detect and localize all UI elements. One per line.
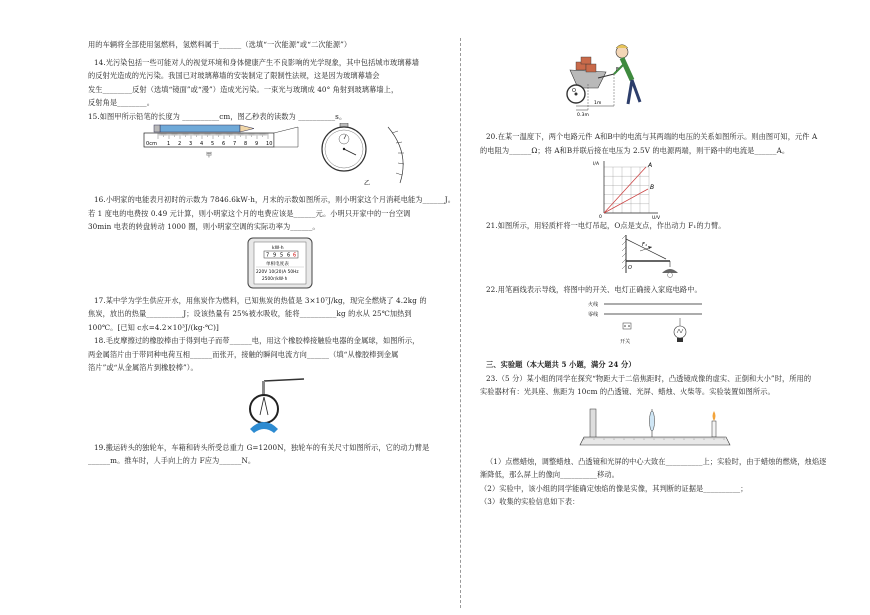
q20-line-2: 的电阻为______Ω；将 A和B并联后接在电压为 2.5V 的电源两端，则干路中的电流是______A。 [480, 145, 790, 155]
section-3-heading: 三、实验题（本大题共 5 小题，满分 24 分） [486, 360, 636, 369]
ruler-tick-label: 3 [189, 141, 193, 147]
dim-label-a: 0.3m [577, 113, 589, 118]
ruler-unit-label: 0cm [146, 141, 158, 147]
q20-line-1: 20.在某一温度下，两个电路元件 A和B中的电流与其两端的电压的关系如图所示。则由图可知，元件 A [486, 132, 818, 141]
graph-label-b: B [650, 184, 655, 191]
lever-label-f: F₁ [642, 241, 648, 248]
ruler-tick-label: 7 [233, 141, 237, 147]
q16-line-2: 若 1 度电的电费按 0.49 元计算，则小明家这个月的电费应该是______元。小明只开家中的一台空调 [88, 208, 411, 218]
neutral-wire-label: 零线 [588, 312, 599, 318]
q14-line-1: 14.光污染包括一些可能对人的视觉环境和身体健康产生不良影响的光学现象，其中包括城市玻璃幕墙 [94, 57, 420, 67]
q16-line-1: 16.小明家的电能表月初时的示数为 7846.6kW·h，月末的示数如图所示，则小明家这个月消耗电能为______J。 [94, 195, 455, 204]
line-b [604, 189, 648, 213]
meter-digit: 9 [273, 252, 277, 258]
force-label-f: F [616, 67, 619, 73]
figure-18-electroscope [88, 375, 458, 441]
candle [712, 421, 716, 437]
meter-spec-1: 220V 10(20)A 50Hz [256, 268, 299, 274]
worker-figure [614, 45, 640, 105]
pencil-icon [154, 125, 254, 132]
q19-line-2: ______m。推车时，人手向上的力 F应为______N。 [88, 456, 256, 465]
q22-text: 22.用笔画线表示导线，将图中的开关、电灯正确接入家庭电路中。 [486, 284, 702, 294]
thermometer-gauge [388, 127, 404, 183]
figure-23-optical-bench [480, 399, 840, 455]
ruler-tick-label: 10 [266, 141, 273, 147]
ruler-tick-label: 2 [178, 141, 182, 147]
graph-label-a: A [648, 162, 653, 169]
ruler-tick-label: 1 [167, 141, 171, 147]
meter-digit-decimal: 6 [293, 252, 297, 258]
ruler-tick-label: 4 [200, 141, 204, 147]
q18-line-2: 两金属箔片由于带同种电荷互相______而张开，接触的瞬间电流方向______（填“从橡胶棒到金属 [88, 349, 399, 359]
figure-15 [88, 123, 458, 193]
q23-part-3: （3）收集的实验信息如下表： [480, 497, 580, 506]
electroscope-base [250, 422, 278, 433]
meter-digit: 5 [280, 252, 284, 258]
q19-line-1: 19.搬运砖头的独轮车，车箱和砖头所受总重力 G=1200N，独轮车的有关尺寸如图所示，它的动力臂是 [94, 442, 430, 452]
q17-line-1: 17.某中学为学生供应开水，用焦炭作为燃料，已知焦炭的热值是 3×10⁷J/kg，现完全燃烧了 4.2kg 的 [94, 295, 427, 305]
line-a [604, 167, 646, 213]
q15-text: 15.如图甲所示铅笔的长度为 __________cm，图乙秒表的读数为 __________s。 [88, 111, 347, 121]
left-column [88, 38, 458, 468]
live-wire-label: 火线 [588, 302, 599, 308]
meter-unit: kW·h [272, 245, 284, 251]
right-column [480, 38, 840, 509]
q17-line-2: 焦炭，放出的热量__________J；设该热量有 25%被水吸收，能将__________kg 的水从 25℃加热到 [88, 309, 412, 318]
light-bulb-icon [674, 318, 686, 342]
lever-label-o: O [628, 264, 633, 271]
ruler-tick-label: 8 [244, 141, 248, 147]
q18-line-1: 18.毛皮摩擦过的橡胶棒由于得到电子而带______电，用这个橡胶棒接触验电器的金属球，如图所示， [94, 336, 420, 345]
meter-digit: 6 [287, 252, 291, 258]
ruler-tick-label: 9 [255, 141, 259, 147]
q14-line-3: 发生________反射（选填“镜面”或“漫”）造成光污染。一束光与玻璃成 40° 角射到玻璃幕墙上， [88, 84, 399, 94]
figure-22-circuit [480, 296, 840, 358]
ruler-tick-label: 5 [211, 141, 215, 147]
q17-line-3: 100℃。[已知 c水=4.2×10³J/(kg·℃)] [88, 322, 219, 332]
q16-line-3: 30min 电表的转盘转动 1000 圈，则小明家空调的实际功率为______。 [88, 222, 320, 231]
q23-part-2: （2）实验中，该小组的同学能确定烛焰的像是实像，其判断的证据是__________； [480, 483, 748, 493]
q18-line-3: 箔片”或“从金属箔片到橡胶棒”）。 [88, 363, 198, 372]
switch-label: 开关 [620, 339, 631, 345]
pivot-label-o: O [572, 88, 577, 94]
column-divider [460, 38, 461, 608]
q23-part-1: （1）点燃蜡烛，调整蜡烛、凸透镜和光屏的中心大致在__________上；实验时，由于蜡烛的燃烧，烛焰逐 [486, 456, 827, 466]
meter-spec-2: 2500r/kW·h [262, 275, 288, 281]
ruler-tick-label: 6 [222, 141, 226, 147]
figure-20-graph [480, 157, 840, 219]
figure-21-lamp-lever [480, 233, 840, 283]
graph-origin: 0 [599, 215, 602, 219]
graph-ylabel: I/A [593, 162, 600, 167]
q23-line-1: 23.（5 分）某小组的同学在探究“物距大于二倍焦距时，凸透镜成像的虚实、正倒和大小”时，所用的 [486, 373, 812, 383]
figure-15-svg [88, 123, 458, 193]
q23-line-2: 实验器材有：光具座、焦距为 10cm 的凸透镜、光屏、蜡烛、火柴等。实验装置如图所示。 [480, 387, 775, 396]
q21-text: 21.如图所示，用轻质杆将一电灯吊起，O点是支点，作出动力 F₁的力臂。 [486, 221, 726, 230]
meter-name: 单相电度表 [266, 261, 289, 267]
convex-lens [650, 411, 655, 431]
caption-b: 乙 [364, 180, 371, 187]
caption-a: 甲 [206, 152, 213, 159]
electroscope-ring [250, 395, 278, 423]
wheelbarrow [567, 57, 614, 110]
q14-line-4: 反射角是________。 [88, 98, 154, 107]
graph-xlabel: U/V [652, 216, 661, 219]
meter-digits [264, 251, 298, 259]
q14-line-2: 的反射光造成的光污染。我国已对玻璃幕墙的安装制定了限制性法规，这是因为玻璃幕墙会 [88, 71, 380, 80]
figure-16-meter [88, 234, 458, 294]
q13-tail: 用的车辆将全部使用氢燃料，氢燃料属于______（选填“一次能源”或“二次能源”） [88, 40, 352, 49]
q23-part-1b: 渐降低，那么屏上的像向__________移动。 [480, 470, 619, 479]
candle-flame [713, 411, 716, 421]
light-screen [590, 409, 596, 439]
meter-digit: 7 [266, 252, 270, 258]
optical-bench-rail [580, 437, 730, 445]
rubber-rod [264, 379, 304, 381]
stopwatch [322, 123, 366, 171]
figure-19-wheelbarrow [480, 38, 840, 130]
dim-label-b: 1m [594, 101, 602, 106]
